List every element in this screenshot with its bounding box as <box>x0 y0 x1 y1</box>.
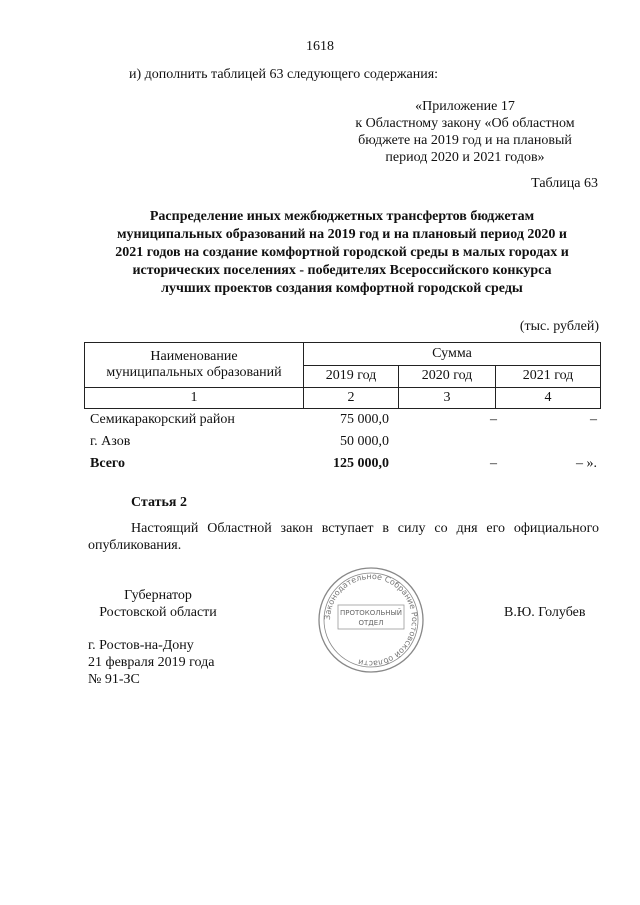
units-note: (тыс. рублей) <box>519 319 599 334</box>
table-total-row <box>84 456 601 478</box>
row-name: Всего <box>90 456 125 471</box>
row-value-2019: 50 000,0 <box>340 434 389 449</box>
signature-position <box>88 587 228 621</box>
row-value-2020: – <box>490 412 497 427</box>
distribution-table-header <box>84 342 601 409</box>
header-name-line: муниципальных образований <box>106 365 282 380</box>
stamp-center-line: ПРОТОКОЛЬНЫЙ <box>339 609 403 617</box>
signature-name: В.Ю. Голубев <box>504 605 586 620</box>
title-line: лучших проектов создания комфортной городской среды <box>161 281 523 296</box>
title-line: исторических поселениях - победителях Всероссийского конкурса <box>132 263 552 278</box>
col-number: 1 <box>85 388 304 409</box>
row-value-2021: – ». <box>576 456 597 471</box>
title-line: муниципальных образований на 2019 год и на плановый период 2020 и <box>117 227 567 242</box>
col-number: 2 <box>304 388 399 409</box>
official-stamp <box>316 565 426 675</box>
row-value-2021: – <box>590 412 597 427</box>
appendix-line: бюджете на 2019 год и на плановый <box>358 133 572 148</box>
stamp-center-line: ОТДЕЛ <box>358 619 384 627</box>
document-title <box>82 208 602 298</box>
row-name: Семикаракорский район <box>90 412 235 427</box>
header-sum-cell: Сумма <box>304 343 601 366</box>
table-label: Таблица 63 <box>531 176 598 191</box>
row-value-2019: 75 000,0 <box>340 412 389 427</box>
appendix-line: период 2020 и 2021 годов» <box>385 150 545 165</box>
page-number: 1618 <box>306 39 334 54</box>
header-name-line: Наименование <box>150 349 238 364</box>
footer-city: г. Ростов-на-Дону <box>88 638 194 653</box>
col-number: 4 <box>496 388 601 409</box>
table-row <box>84 434 601 456</box>
header-year-2021: 2021 год <box>496 365 601 388</box>
row-name: г. Азов <box>90 434 131 449</box>
footer-date: 21 февраля 2019 года <box>88 655 215 670</box>
appendix-line: «Приложение 17 <box>415 99 515 114</box>
header-year-2019: 2019 год <box>304 365 399 388</box>
appendix-block <box>330 98 600 166</box>
appendix-line: к Областному закону «Об областном <box>355 116 575 131</box>
header-name-cell <box>85 343 304 388</box>
title-line: 2021 годов на создание комфортной городской среды в малых городах и <box>115 245 569 260</box>
article-heading: Статья 2 <box>131 495 187 510</box>
footer-block <box>88 637 215 688</box>
position-line: Ростовской области <box>99 605 217 620</box>
col-number: 3 <box>399 388 496 409</box>
title-line: Распределение иных межбюджетных трансфертов бюджетам <box>149 209 535 224</box>
row-value-2019: 125 000,0 <box>333 456 389 471</box>
table-body <box>84 412 601 478</box>
row-value-2020: – <box>490 456 497 471</box>
footer-number: № 91-ЗС <box>88 672 140 687</box>
header-year-2020: 2020 год <box>399 365 496 388</box>
intro-text: и) дополнить таблицей 63 следующего содержания: <box>129 67 439 82</box>
stamp-ring-text: Законодательное Собрание Ростовской области <box>322 571 420 669</box>
article-text-line: Настоящий Областной закон вступает в силу со дня его официального <box>131 521 599 536</box>
article-text-line: опубликования. <box>88 538 182 553</box>
position-line: Губернатор <box>124 588 192 603</box>
table-row <box>84 412 601 434</box>
